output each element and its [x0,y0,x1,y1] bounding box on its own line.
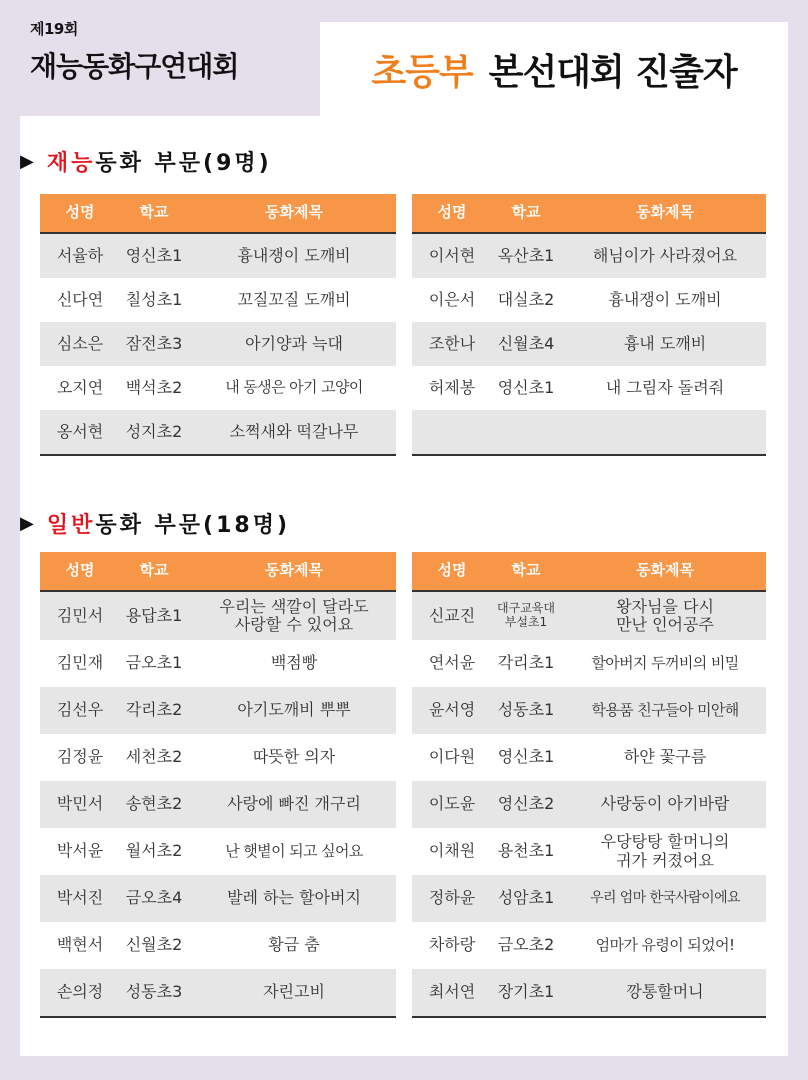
cell-name: 이다원 [428,747,476,767]
cell-school: 영신초1 [125,245,183,265]
col-title: 동화제목 [265,203,323,222]
cell-title: 사랑에 빠진 개구리 [227,794,361,814]
cell-title: 해님이가 사라졌어요 [592,245,738,265]
table-row [40,734,396,781]
section1-highlight: 재능 [46,151,96,176]
cell-title: 하얀 꽃구름 [623,747,707,767]
cell-name: 이채원 [428,841,476,861]
cell-title [192,592,396,640]
page-subtitle: 본선대회 진출자 [488,51,737,93]
cell-name: 허제봉 [428,377,476,397]
cell-school: 용답초1 [125,605,183,625]
col-school: 학교 [139,203,169,222]
cell-name: 신다연 [56,289,104,309]
cell-name: 박서윤 [56,841,104,861]
section2-highlight: 일반 [46,513,96,538]
table-header [40,194,396,234]
cell-title: 흉내 도깨비 [623,333,707,353]
cell-title: 할아버지 두꺼비의 비밀 [591,653,739,672]
cell-school: 세천초2 [125,747,183,767]
col-name: 성명 [437,561,467,580]
cell-school: 성지초2 [125,421,183,441]
section2-table-left [40,552,396,1018]
cell-name: 손의정 [56,982,104,1002]
cell-title [564,410,766,454]
cell-name: 김민재 [56,653,104,673]
cell-title [564,828,766,875]
cell-title: 학용품 친구들아 미안해 [591,700,739,719]
cell-name: 신교진 [428,605,476,625]
cell-title: 아기양과 늑대 [245,333,343,353]
col-school: 학교 [511,561,541,580]
cell-school [488,592,564,640]
title-line-2: 사랑할 수 있어요 [234,615,354,634]
section1-title [20,146,272,177]
table-row [40,410,396,454]
cell-school: 잠전초3 [125,333,183,353]
cell-title: 황금 춤 [268,935,320,955]
table-row [40,687,396,734]
cell-school: 금오초4 [125,888,183,908]
play-arrow-icon: ▶ [20,151,37,172]
table-row-empty [412,410,766,454]
table-row [40,828,396,875]
cell-school: 영신초2 [497,794,555,814]
table-row [40,322,396,366]
col-title: 동화제목 [636,203,694,222]
table-row [412,922,766,969]
cell-name: 조한나 [428,333,476,353]
table-row [40,969,396,1016]
cell-name: 이서현 [428,245,476,265]
cell-title: 꼬질꼬질 도깨비 [237,289,351,309]
header-left [30,18,320,108]
col-school: 학교 [511,203,541,222]
cell-name: 윤서영 [428,700,476,720]
cell-name: 심소은 [56,333,104,353]
col-title: 동화제목 [265,561,323,580]
cell-name: 서율하 [56,245,104,265]
cell-title: 따뜻한 의자 [252,747,336,767]
cell-school: 월서초2 [125,841,183,861]
cell-name: 김정윤 [56,747,104,767]
table-row [40,640,396,687]
header-title [320,22,788,116]
cell-school: 영신초1 [497,747,555,767]
cell-school: 백석초2 [125,377,183,397]
table-row [412,366,766,410]
title-line-1: 왕자님을 다시 [616,596,714,616]
title-line-2: 만난 인어공주 [616,615,714,634]
section1-table-left [40,194,396,456]
cell-school [488,410,564,454]
cell-school: 각리초1 [497,653,555,673]
cell-name: 정하윤 [428,888,476,908]
table-header [40,552,396,592]
division-label: 초등부 [371,51,473,93]
col-name: 성명 [65,203,95,222]
cell-school: 금오초1 [125,653,183,673]
cell-title: 깡통할머니 [626,982,704,1002]
school-line-2: 부설초1 [504,615,548,629]
cell-school: 금오초2 [497,935,555,955]
cell-school: 신월초4 [497,333,555,353]
col-name: 성명 [65,561,95,580]
cell-name: 박서진 [56,888,104,908]
cell-school: 성암초1 [497,888,555,908]
col-school: 학교 [139,561,169,580]
table-row [40,875,396,922]
table-row [40,234,396,278]
table-row [412,875,766,922]
table-header [412,194,766,234]
cell-title: 난 햇볕이 되고 싶어요 [225,841,363,860]
section2-label: 동화 부문(18명) [95,513,291,538]
table-header [412,552,766,592]
cell-title: 내 그림자 돌려줘 [605,377,725,397]
cell-title: 흉내쟁이 도깨비 [237,245,351,265]
cell-name: 차하랑 [428,935,476,955]
cell-title: 사랑둥이 아기바람 [600,794,730,814]
cell-title: 우리 엄마 한국사람이에요 [590,890,740,907]
cell-title: 백점빵 [270,653,318,673]
cell-title: 자린고비 [263,982,325,1002]
col-name: 성명 [437,203,467,222]
cell-title: 내 동생은 아기 고양이 [225,378,363,397]
table-row [412,234,766,278]
edition-label: 제19회 [30,20,78,38]
table-row [412,734,766,781]
section1-label: 동화 부문(9명) [95,151,272,176]
cell-name: 이도윤 [428,794,476,814]
contest-name: 재능동화구연대회 [30,50,239,83]
table-row [412,969,766,1016]
table-row [412,828,766,875]
table-row [412,781,766,828]
school-line-1: 대구교육대 [497,601,555,616]
table-row [412,322,766,366]
table-row [40,278,396,322]
cell-name: 최서연 [428,982,476,1002]
table-row [40,781,396,828]
table-row [412,640,766,687]
cell-title: 발레 하는 할아버지 [227,888,361,908]
cell-name: 이은서 [428,289,476,309]
cell-school: 성동초3 [125,982,183,1002]
table-row [412,278,766,322]
play-arrow-icon: ▶ [20,513,37,534]
table-row [40,592,396,640]
cell-name: 백현서 [56,935,104,955]
cell-name: 연서윤 [428,653,476,673]
cell-school: 대실초2 [497,289,555,309]
section2-table-right [412,552,766,1018]
cell-school: 성동초1 [497,700,555,720]
title-line-1: 우당탕탕 할머니의 [600,832,730,852]
cell-name: 김선우 [56,700,104,720]
table-row [412,687,766,734]
col-title: 동화제목 [636,561,694,580]
cell-title: 아기도깨비 뿌뿌 [237,700,351,720]
table-row [412,592,766,640]
cell-title: 엄마가 유령이 되었어! [595,935,735,954]
cell-school: 각리초2 [125,700,183,720]
cell-school: 칠성초1 [125,289,183,309]
table-row [40,366,396,410]
cell-title: 소쩍새와 떡갈나무 [229,421,359,441]
cell-name: 김민서 [56,605,104,625]
cell-name: 박민서 [56,794,104,814]
cell-school: 신월초2 [125,935,183,955]
cell-school: 장기초1 [497,982,555,1002]
cell-name: 오지연 [56,377,104,397]
title-line-2: 귀가 커졌어요 [616,850,714,870]
cell-title [564,592,766,640]
cell-name [412,410,488,454]
table-row [40,922,396,969]
cell-title: 흉내쟁이 도깨비 [608,289,722,309]
section2-title [20,508,290,539]
cell-school: 영신초1 [497,377,555,397]
title-line-1: 우리는 색깔이 달라도 [219,596,369,616]
cell-school: 용천초1 [497,841,555,861]
cell-school: 옥산초1 [497,245,555,265]
cell-name: 옹서현 [56,421,104,441]
cell-school: 송현초2 [125,794,183,814]
section1-table-right [412,194,766,456]
